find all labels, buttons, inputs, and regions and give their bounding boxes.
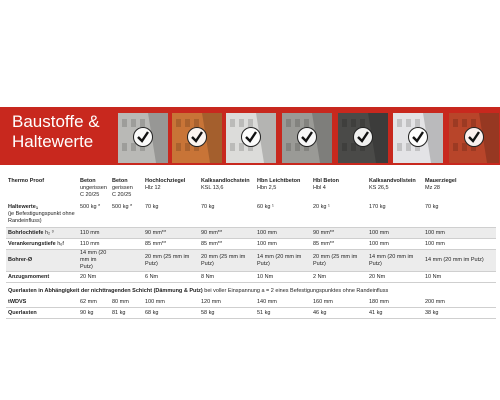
table-cell: 90 mm** [311, 228, 367, 239]
table-cell: 58 kg [199, 308, 255, 319]
table-cell: 2 Nm [311, 272, 367, 283]
table-cell: 14 mm (20 mm im Putz) [78, 250, 110, 272]
column-subtitle: ungerissen [80, 185, 107, 191]
table-cell: 68 kg [143, 308, 199, 319]
table-cell: 85 mm** [143, 239, 199, 250]
row-label-text: Verankerungstiefe [8, 240, 56, 247]
column-header [367, 178, 423, 202]
title-line-2: Haltewerte [12, 132, 94, 151]
table-cell: 14 mm (20 mm im Putz) [423, 250, 496, 272]
table-cell: 110 mm [78, 239, 110, 250]
table-cell: 120 mm [199, 297, 255, 308]
hochlochziegel-tile [172, 113, 222, 163]
column-subtitle: C 20/25 [112, 192, 132, 198]
column-header [78, 178, 110, 202]
column-title: Mauerziegel [425, 178, 457, 184]
check-icon [408, 127, 428, 147]
column-header [143, 178, 199, 202]
section-note-text: bei voller Einspannung a = 2 eines Befestigungspunktes ohne Randeinfluss [202, 288, 389, 294]
column-title: Hochlochziegel [145, 178, 186, 184]
row-label-note: (je Befestigungspunkt ohne Randeinfluss) [8, 211, 75, 224]
check-icon [464, 127, 484, 147]
row-label-text: Bohrer-Ø [8, 257, 33, 263]
column-subtitle: Hbn 2,5 [257, 185, 277, 191]
table-body [6, 202, 496, 319]
header-banner [0, 107, 500, 165]
table-cell: 38 kg [423, 308, 496, 319]
row-label-text: Bohrlochtiefe [8, 229, 44, 236]
table-cell: 100 mm [423, 228, 496, 239]
footnote-marker: 1 [35, 205, 39, 210]
check-icon [187, 127, 207, 147]
table-cell: 10 Nm [255, 272, 311, 283]
column-title: Kalksandvollstein [369, 178, 416, 184]
table-cell: 200 mm [423, 297, 496, 308]
table-cell: 20 mm (25 mm im Putz) [311, 250, 367, 272]
table-cell: 14 mm (20 mm im Putz) [255, 250, 311, 272]
row-label-text: Haltewerte [8, 204, 36, 210]
haltewerte-table [6, 178, 496, 319]
table-cell [110, 228, 143, 239]
column-header [199, 178, 255, 202]
table-cell: 70 kg [423, 202, 496, 228]
table-cell: 14 mm (20 mm im Putz) [367, 250, 423, 272]
table-cell: 81 kg [110, 308, 143, 319]
check-icon [297, 127, 317, 147]
table-cell: 6 Nm [143, 272, 199, 283]
title-line-1: Baustoffe & [12, 112, 100, 131]
table-cell: 20 mm (25 mm im Putz) [199, 250, 255, 272]
table-cell: 20 mm (25 mm im Putz) [143, 250, 199, 272]
column-subtitle: Mz 28 [425, 185, 440, 191]
row-label [6, 202, 78, 228]
table-cell: 85 mm** [199, 239, 255, 250]
page-title [12, 112, 100, 152]
table-cell: 110 mm [78, 228, 110, 239]
row-label [6, 250, 78, 272]
table-cell: 60 kg ¹ [255, 202, 311, 228]
table-cell [110, 272, 143, 283]
table-cell: 500 kg * [78, 202, 110, 228]
kalksandlochstein-tile [226, 113, 276, 163]
table-cell: 160 mm [311, 297, 367, 308]
section-note-row [6, 283, 496, 298]
kalksandvollstein-tile [393, 113, 443, 163]
table-cell: 100 mm [255, 239, 311, 250]
table-cell [110, 239, 143, 250]
check-icon [133, 127, 153, 147]
table-cell: 100 mm [367, 228, 423, 239]
column-title: Beton [80, 178, 96, 184]
row-label-text: Anzugsmoment [8, 273, 50, 280]
column-title: Hbl Beton [313, 178, 339, 184]
table-cell: 140 mm [255, 297, 311, 308]
header-corner: Thermo Proof [8, 178, 45, 184]
row-label-suffix: hₑf [55, 240, 64, 247]
table-row [6, 250, 496, 272]
check-icon [241, 127, 261, 147]
column-header [423, 178, 496, 202]
table-cell: 90 mm** [199, 228, 255, 239]
table-cell: tWDVS [6, 297, 78, 308]
table-cell: 62 mm [78, 297, 110, 308]
table-cell: 20 Nm [367, 272, 423, 283]
table-cell: 46 kg [311, 308, 367, 319]
table-cell: 10 Nm [423, 272, 496, 283]
column-subtitle: Hbl 4 [313, 185, 326, 191]
table-cell: 41 kg [367, 308, 423, 319]
table-cell: 180 mm [367, 297, 423, 308]
table-cell: 51 kg [255, 308, 311, 319]
table-cell: 70 kg [199, 202, 255, 228]
check-icon [353, 127, 373, 147]
column-subtitle: KS 26,5 [369, 185, 389, 191]
table-cell [110, 250, 143, 272]
table-cell: 500 kg * [110, 202, 143, 228]
table-cell: 100 mm [143, 297, 199, 308]
row-label-suffix: h₂ ³ [43, 229, 54, 236]
table-cell: Querlasten [6, 308, 78, 319]
table-row [6, 239, 496, 250]
column-subtitle: gerissen [112, 185, 133, 191]
table-cell: 100 mm [423, 239, 496, 250]
hbl-beton-tile [338, 113, 388, 163]
table-cell: 90 mm** [143, 228, 199, 239]
table-row [6, 202, 496, 228]
column-title: Hbn Leichtbeton [257, 178, 301, 184]
table-cell: 70 kg [143, 202, 199, 228]
row-label [6, 228, 78, 239]
table-row [6, 272, 496, 283]
section-note [6, 283, 496, 298]
leichtbeton-tile [282, 113, 332, 163]
column-subtitle: Hlz 12 [145, 185, 161, 191]
table-row [6, 297, 496, 308]
table-row [6, 228, 496, 239]
column-subtitle: KSL 13,6 [201, 185, 224, 191]
table-cell: 20 Nm [78, 272, 110, 283]
beton-tile [118, 113, 168, 163]
row-label [6, 272, 78, 283]
table-cell: 90 kg [78, 308, 110, 319]
table-cell: 100 mm [255, 228, 311, 239]
table-cell: 170 kg [367, 202, 423, 228]
row-label [6, 239, 78, 250]
column-title: Beton [112, 178, 128, 184]
table-cell: 80 mm [110, 297, 143, 308]
table-row [6, 308, 496, 319]
table-cell: 20 kg ¹ [311, 202, 367, 228]
column-header [311, 178, 367, 202]
table-cell: 100 mm [367, 239, 423, 250]
column-header [255, 178, 311, 202]
column-title: Kalksandlochstein [201, 178, 250, 184]
table-header-row [6, 178, 496, 202]
column-header [110, 178, 143, 202]
section-note-bold: Querlasten in Abhängigkeit der nichttragenden Schicht (Dämmung & Putz) [8, 288, 203, 294]
mauerziegel-tile [449, 113, 499, 163]
table-cell: 85 mm** [311, 239, 367, 250]
column-subtitle: C 20/25 [80, 192, 100, 198]
table-cell: 8 Nm [199, 272, 255, 283]
